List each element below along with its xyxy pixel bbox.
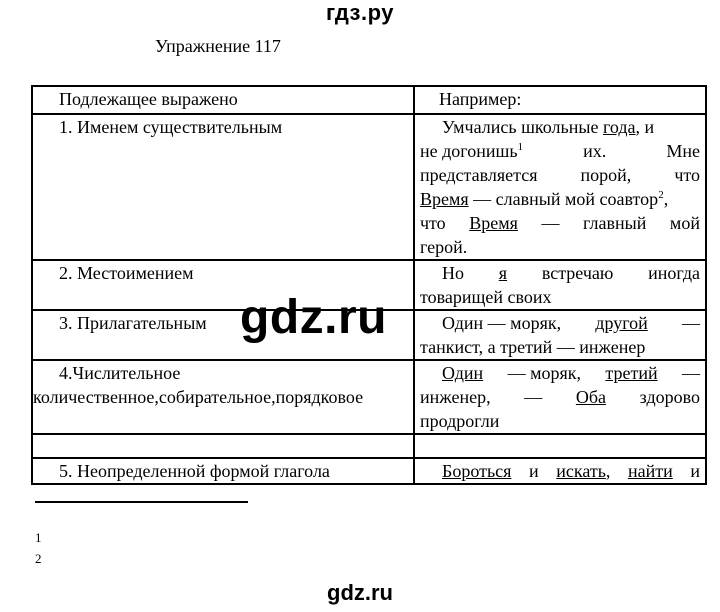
row6-left-text: 5. Неопределенной формой глагола (59, 461, 330, 481)
footnote-1: 1 (35, 530, 42, 545)
footnote-ref: 1 (517, 141, 524, 153)
subject-table (31, 85, 707, 485)
underlined-subject: Один (442, 363, 484, 383)
table-row (32, 114, 706, 260)
underlined-subject: найти (627, 461, 673, 481)
header-left-text: Подлежащее выражено (59, 89, 238, 109)
row4-left-line2: количественное,собирательное,порядковое (33, 387, 364, 407)
underlined-subject: другой (595, 313, 648, 333)
exercise-title: Упражнение 117 (155, 36, 281, 56)
table-row (32, 458, 706, 484)
underlined-subject: года (602, 117, 636, 137)
table-row (32, 360, 706, 434)
underlined-subject: Время (469, 213, 518, 233)
underlined-subject: я (498, 263, 508, 283)
underlined-subject: Оба (575, 387, 607, 407)
row4-left-line1: 4.Числительное (59, 363, 181, 383)
table-header-row (32, 86, 706, 114)
underlined-subject: Бороться (442, 461, 512, 481)
footnote-ref: 2 (658, 189, 664, 201)
row6-example: Бороться и искать, найти и (442, 461, 700, 481)
underlined-subject: третий (605, 363, 658, 383)
site-header: гдз.ру (326, 0, 394, 25)
watermark: gdz.ru (240, 291, 387, 344)
row3-left-text: 3. Прилагательным (59, 313, 207, 333)
footnote-2: 2 (35, 551, 42, 566)
header-right-text: Например: (439, 89, 522, 109)
header-cell-right (414, 86, 706, 114)
underlined-subject: искать (556, 461, 606, 481)
row1-left-text: 1. Именем существительным (59, 117, 283, 137)
footnote-separator (35, 501, 248, 503)
row1-example: Умчались школьные года, и не догонишь$^1$ их. Мне представляется порой, что Время — славный мой соавтор$^2$, что Время — главный мой герой. (420, 117, 700, 257)
row4-example: Один — моряк, третий — инженер, — Оба здорово продрогли (420, 363, 700, 431)
site-footer: gdz.ru (327, 580, 393, 605)
underlined-subject: Время (420, 189, 469, 209)
row2-example: Но я встречаю иногда товарищей своих (420, 263, 700, 307)
row3-example: Один — моряк, другой — танкист, а третий — инженер (420, 313, 700, 357)
table-row-empty (32, 434, 706, 458)
row2-left-text: 2. Местоимением (59, 263, 194, 283)
header-cell-left (32, 86, 414, 114)
